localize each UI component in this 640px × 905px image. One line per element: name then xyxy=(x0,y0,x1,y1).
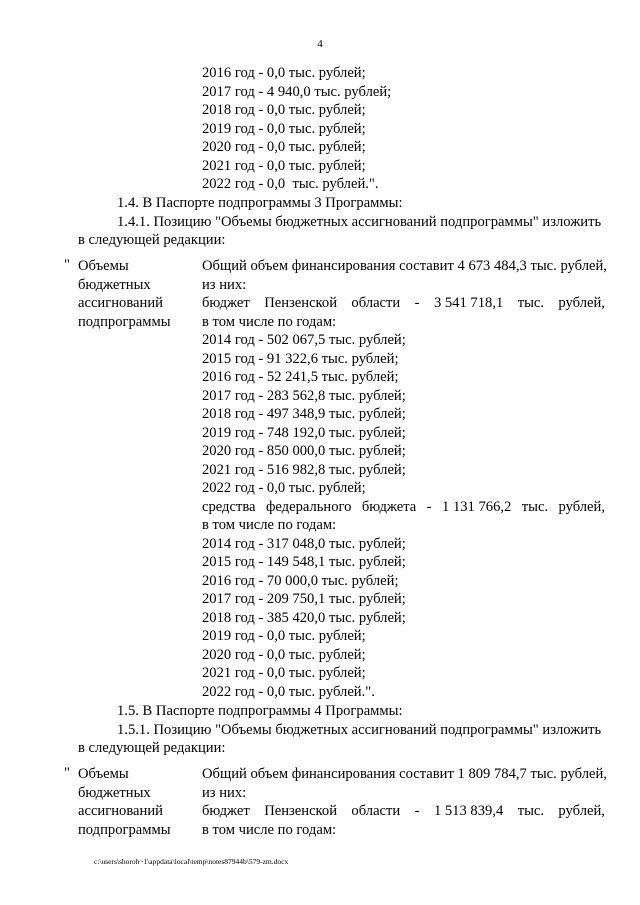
table-label-line: подпрограммы xyxy=(78,313,171,330)
word: тыс. xyxy=(521,498,549,515)
section-sub-1-4-1-cont: в следующей редакции: xyxy=(78,232,226,248)
year-line: 2016 год - 70 000,0 тыс. рублей; xyxy=(202,572,399,589)
opening-quote: " xyxy=(64,257,70,273)
word: 1 131 766,2 xyxy=(442,498,512,515)
year-line: 2018 год - 0,0 тыс. рублей; xyxy=(202,102,366,118)
word: - xyxy=(414,803,420,819)
region-budget-line xyxy=(202,294,605,313)
year-line: 2019 год - 748 192,0 тыс. рублей; xyxy=(202,424,406,441)
region-budget-line xyxy=(202,802,605,821)
total-financing-line-2: из них: xyxy=(202,784,247,801)
year-line: 2018 год - 497 348,9 тыс. рублей; xyxy=(202,406,406,422)
table-label-line: Объемы xyxy=(78,766,129,782)
word: Пензенской xyxy=(264,295,337,311)
word: рублей, xyxy=(558,803,605,819)
word: - xyxy=(426,498,432,515)
year-line: 2015 год - 149 548,1 тыс. рублей; xyxy=(202,554,406,570)
section-heading-1-5: 1.5. В Паспорте подпрограммы 4 Программы: xyxy=(117,703,403,719)
word: средства xyxy=(202,498,256,515)
federal-budget-line-2: в том числе по годам: xyxy=(202,517,337,533)
table-label-line: бюджетных xyxy=(78,276,151,293)
word: тыс. xyxy=(517,803,544,819)
word: тыс. xyxy=(517,295,544,311)
year-line: 2021 год - 516 982,8 тыс. рублей; xyxy=(202,461,406,478)
year-line: 2017 год - 4 940,0 тыс. рублей; xyxy=(202,83,392,100)
year-line: 2019 год - 0,0 тыс. рублей; xyxy=(202,120,366,137)
word: рублей, xyxy=(558,498,605,515)
word: 3 541 718,1 xyxy=(433,295,504,311)
year-line: 2014 год - 502 067,5 тыс. рублей; xyxy=(202,332,406,348)
word: - xyxy=(414,295,420,311)
region-budget-line-2: в том числе по годам: xyxy=(202,821,337,838)
word: бюджет xyxy=(202,803,250,819)
total-financing-line: Общий объем финансирования составит 4 673 484,3 тыс. рублей, xyxy=(202,258,607,274)
year-line: 2022 год - 0,0 тыс. рублей.". xyxy=(202,176,379,192)
word: бюджет xyxy=(202,295,250,311)
year-line: 2022 год - 0,0 тыс. рублей; xyxy=(202,480,366,496)
year-line: 2017 год - 209 750,1 тыс. рублей; xyxy=(202,591,406,607)
year-line: 2019 год - 0,0 тыс. рублей; xyxy=(202,628,366,644)
section-sub-1-5-1-cont: в следующей редакции: xyxy=(78,740,226,756)
year-line: 2015 год - 91 322,6 тыс. рублей; xyxy=(202,350,399,367)
year-line: 2020 год - 0,0 тыс. рублей; xyxy=(202,139,366,155)
table-label-line: ассигнований xyxy=(78,803,163,819)
section-heading-1-4: 1.4. В Паспорте подпрограммы 3 Программы: xyxy=(117,195,403,211)
federal-budget-line xyxy=(202,498,605,517)
word: Пензенской xyxy=(264,803,337,819)
year-line: 2018 год - 385 420,0 тыс. рублей; xyxy=(202,609,406,626)
table-label-line: бюджетных xyxy=(78,784,151,801)
year-line: 2021 год - 0,0 тыс. рублей; xyxy=(202,665,366,681)
word: 1 513 839,4 xyxy=(433,803,504,819)
table-label-line: ассигнований xyxy=(78,295,163,311)
word: федерального xyxy=(265,498,352,515)
footer-file-path: c:\users\shoroh~1\appdata\local\temp\notes87944b\579-zm.docx xyxy=(94,857,289,866)
table-label-line: Объемы xyxy=(78,258,129,274)
word: бюджета xyxy=(361,498,417,515)
word: рублей, xyxy=(558,295,605,311)
year-line: 2017 год - 283 562,8 тыс. рублей; xyxy=(202,387,406,404)
region-budget-line-2: в том числе по годам: xyxy=(202,313,337,330)
opening-quote: " xyxy=(64,765,70,781)
total-financing-line-2: из них: xyxy=(202,276,247,293)
section-sub-1-5-1: 1.5.1. Позицию "Объемы бюджетных ассигнований подпрограммы" изложить xyxy=(117,721,602,738)
page-number: 4 xyxy=(317,38,323,50)
year-line: 2022 год - 0,0 тыс. рублей.". xyxy=(202,683,375,700)
year-line: 2021 год - 0,0 тыс. рублей; xyxy=(202,157,366,174)
word: области xyxy=(351,803,401,819)
total-financing-line: Общий объем финансирования составит 1 809 784,7 тыс. рублей, xyxy=(202,766,607,782)
word: области xyxy=(351,295,401,311)
year-line: 2020 год - 850 000,0 тыс. рублей; xyxy=(202,443,406,459)
section-sub-1-4-1: 1.4.1. Позицию "Объемы бюджетных ассигнований подпрограммы" изложить xyxy=(117,213,602,230)
year-line: 2016 год - 0,0 тыс. рублей; xyxy=(202,65,366,81)
year-line: 2020 год - 0,0 тыс. рублей; xyxy=(202,646,366,663)
year-line: 2014 год - 317 048,0 тыс. рублей; xyxy=(202,535,406,552)
table-label-line: подпрограммы xyxy=(78,821,171,838)
year-line: 2016 год - 52 241,5 тыс. рублей; xyxy=(202,369,399,385)
